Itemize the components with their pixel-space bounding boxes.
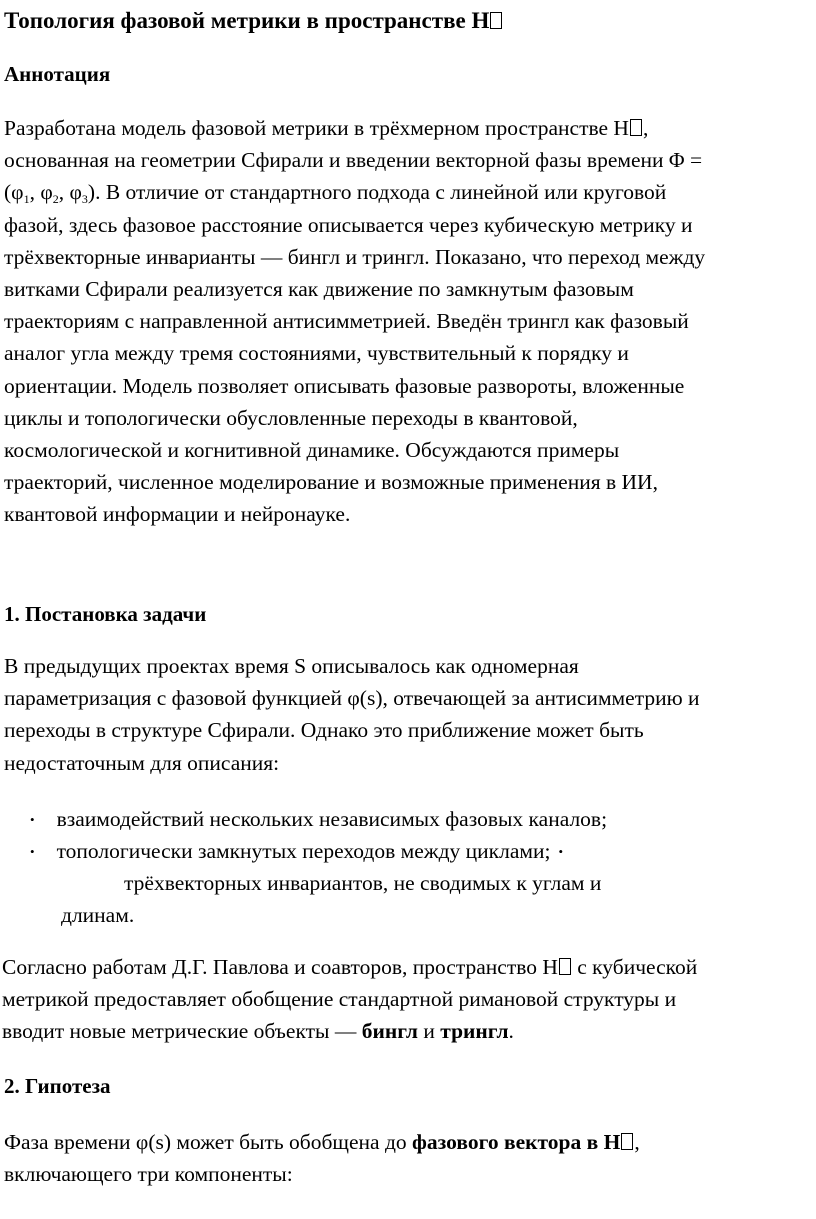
bullet-icon: • (30, 844, 35, 859)
list-item: длинам. (61, 903, 135, 927)
paragraph-line: метрикой предоставляет обобщение стандартной римановой структуры и (2, 987, 677, 1012)
bullet-icon: • (30, 812, 35, 827)
missing-glyph-icon (490, 12, 502, 29)
term-bingle: бингл (361, 1019, 418, 1044)
annotation-heading: Аннотация (4, 62, 111, 86)
annotation-line: квантовой информации и нейронауке. (4, 502, 351, 527)
annotation-line: основанная на геометрии Сфирали и введении векторной фазы времени Φ = (4, 148, 703, 173)
list-item: • топологически замкнутых переходов между циклами; • (30, 835, 563, 870)
annotation-line: витками Сфирали реализуется как движение по замкнутым фазовым (4, 277, 634, 302)
missing-glyph-icon (621, 1133, 633, 1150)
annotation-line: Разработана модель фазовой метрики в трёхмерном пространстве H , (4, 116, 649, 140)
section2-heading: 2. Гипотеза (4, 1074, 111, 1098)
bullet-icon: • (558, 844, 564, 859)
annotation-line: траекториям с направленной антисимметрией. Введён трингл как фазовый (4, 309, 689, 334)
paragraph-line: переходы в структуре Сфирали. Однако это приближение может быть (4, 718, 644, 743)
list-item: • взаимодействий нескольких независимых фазовых каналов; (30, 803, 607, 838)
paragraph-line: недостаточным для описания: (4, 750, 280, 775)
paragraph-line: Фаза времени φ(s) может быть обобщена до фазового вектора в H , (4, 1130, 640, 1154)
annotation-line: трёхвекторные инварианты — бингл и трингл. Показано, что переход между (4, 244, 706, 269)
annotation-line: фазой, здесь фазовое расстояние описывается через кубическую метрику и (4, 212, 693, 237)
paragraph-line: Согласно работам Д.Г. Павлова и соавторов, пространство H с кубической (2, 955, 698, 979)
paragraph-line: включающего три компоненты: (4, 1162, 293, 1187)
missing-glyph-icon (559, 958, 571, 975)
paragraph-line: параметризация с фазовой функцией φ(s), отвечающей за антисимметрию и (4, 686, 700, 711)
paragraph-line: В предыдущих проектах время S описывалось как одномерная (4, 654, 579, 678)
annotation-line: ($\varphi_1$, $\varphi_2$, $\varphi_3$). В отличие от стандартного подхода с линейной или круговой (4, 180, 667, 207)
section1-paragraph (4, 650, 810, 779)
annotation-paragraph (4, 112, 810, 531)
annotation-line: космологической и когнитивной динамике. Обсуждаются примеры (4, 438, 620, 463)
annotation-line: аналог угла между тремя состояниями, чувствительный к порядку и (4, 341, 629, 366)
annotation-line: циклы и топологически обусловленные переходы в квантовой, (4, 405, 578, 430)
paragraph-line: вводит новые метрические объекты — бингл и трингл. (2, 1019, 514, 1044)
list-item: трёхвекторных инвариантов, не сводимых к углам и (124, 871, 602, 895)
document-title: Топология фазовой метрики в пространстве H (4, 6, 503, 36)
annotation-line: траекторий, численное моделирование и возможные применения в ИИ, (4, 470, 658, 495)
missing-glyph-icon (630, 119, 642, 136)
section2-paragraph (4, 1126, 810, 1190)
section1-paragraph-2 (2, 951, 808, 1048)
section1-heading: 1. Постановка задачи (4, 602, 207, 626)
annotation-line: ориентации. Модель позволяет описывать фазовые развороты, вложенные (4, 373, 685, 398)
term-tringle: трингл (440, 1019, 509, 1044)
